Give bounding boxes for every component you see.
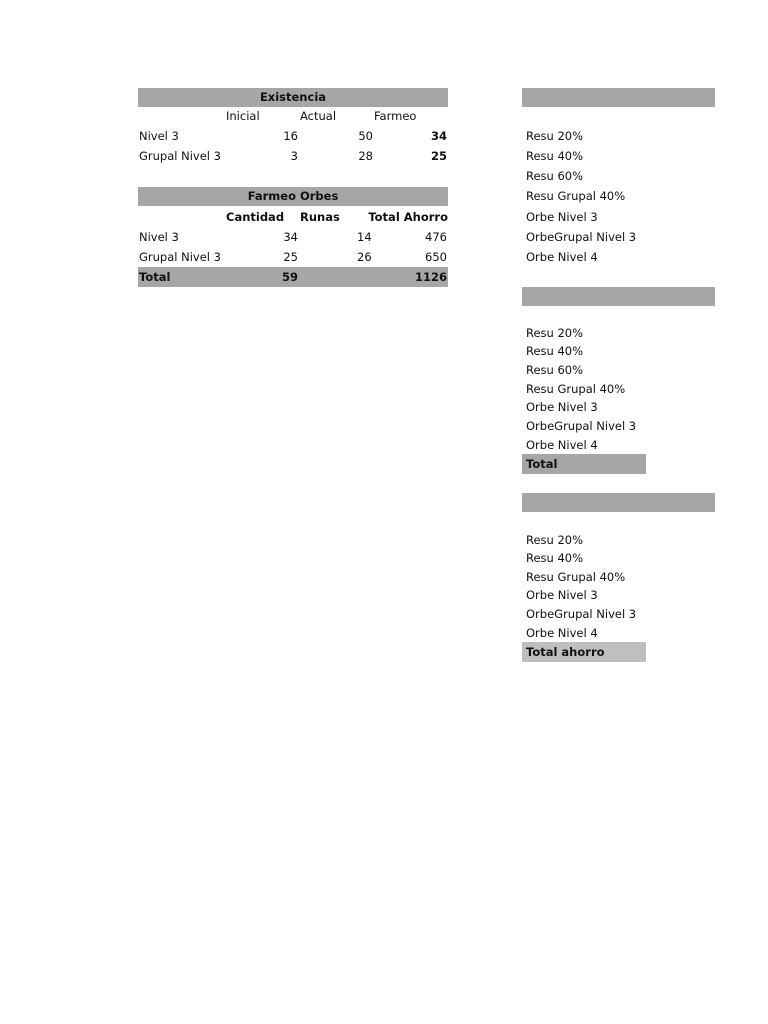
actual-value: 28 <box>358 149 373 163</box>
list-item: Resu Grupal 40% <box>526 382 626 396</box>
list-item: Orbe Nivel 3 <box>526 588 598 602</box>
list-item: Orbe Nivel 3 <box>526 210 598 224</box>
total-label: Total <box>526 457 558 471</box>
list-item: Orbe Nivel 4 <box>526 626 598 640</box>
list-item: Orbe Nivel 4 <box>526 438 598 452</box>
existencia-header-row <box>138 106 448 126</box>
list-item: Resu 40% <box>526 149 584 163</box>
list-item: Resu 60% <box>526 363 584 377</box>
total-ahorro-value: 476 <box>425 230 447 244</box>
list-item: Resu 20% <box>526 533 584 547</box>
actual-value: 50 <box>358 129 373 143</box>
col-header-runas: Runas <box>300 210 340 224</box>
total-ahorro-label: Total ahorro <box>526 645 605 659</box>
list-item: OrbeGrupal Nivel 3 <box>526 419 637 433</box>
cantidad-value: 25 <box>283 250 298 264</box>
right-block-3-total-ahorro-bar <box>522 642 646 662</box>
table-row <box>138 146 448 166</box>
list-item: Resu 20% <box>526 129 584 143</box>
table-row <box>138 126 448 146</box>
farmeo-value: 34 <box>430 129 447 143</box>
right-block-2-total-bar <box>522 454 646 474</box>
list-item: Orbe Nivel 4 <box>526 250 598 264</box>
col-header-farmeo: Farmeo <box>374 109 417 123</box>
table-row <box>138 227 448 247</box>
row-label: Nivel 3 <box>139 230 179 244</box>
existencia-title: Existencia <box>259 90 327 104</box>
total-label: Total <box>139 270 171 284</box>
runas-value: 26 <box>357 250 372 264</box>
right-block-3-header-bar <box>522 493 715 512</box>
farmeo-orbes-title: Farmeo Orbes <box>247 189 339 203</box>
list-item: Resu Grupal 40% <box>526 189 626 203</box>
runas-value: 14 <box>357 230 372 244</box>
list-item: Resu 40% <box>526 344 584 358</box>
list-item: OrbeGrupal Nivel 3 <box>526 230 637 244</box>
inicial-value: 3 <box>290 149 298 163</box>
farmeo-orbes-header-row <box>138 207 448 227</box>
list-item: Resu 20% <box>526 326 584 340</box>
table-row <box>138 247 448 267</box>
col-header-total-ahorro: Total Ahorro <box>368 210 448 224</box>
inicial-value: 16 <box>283 129 298 143</box>
list-item: Resu 60% <box>526 169 584 183</box>
col-header-cantidad: Cantidad <box>226 210 285 224</box>
total-ahorro-value: 650 <box>425 250 447 264</box>
list-item: Resu 40% <box>526 551 584 565</box>
list-item: OrbeGrupal Nivel 3 <box>526 607 637 621</box>
existencia-title-bar <box>138 88 448 107</box>
right-block-2-header-bar <box>522 287 715 306</box>
total-ahorro: 1126 <box>414 270 447 284</box>
list-item: Resu Grupal 40% <box>526 570 626 584</box>
row-label: Grupal Nivel 3 <box>139 250 221 264</box>
list-item: Orbe Nivel 3 <box>526 400 598 414</box>
row-label: Nivel 3 <box>139 129 179 143</box>
farmeo-value: 25 <box>430 149 447 163</box>
col-header-inicial: Inicial <box>226 109 260 123</box>
farmeo-orbes-total-row <box>138 267 448 287</box>
total-cantidad: 59 <box>281 270 298 284</box>
col-header-actual: Actual <box>300 109 337 123</box>
right-block-1-header-bar <box>522 88 715 107</box>
farmeo-orbes-title-bar <box>138 187 448 206</box>
cantidad-value: 34 <box>283 230 298 244</box>
row-label: Grupal Nivel 3 <box>139 149 221 163</box>
